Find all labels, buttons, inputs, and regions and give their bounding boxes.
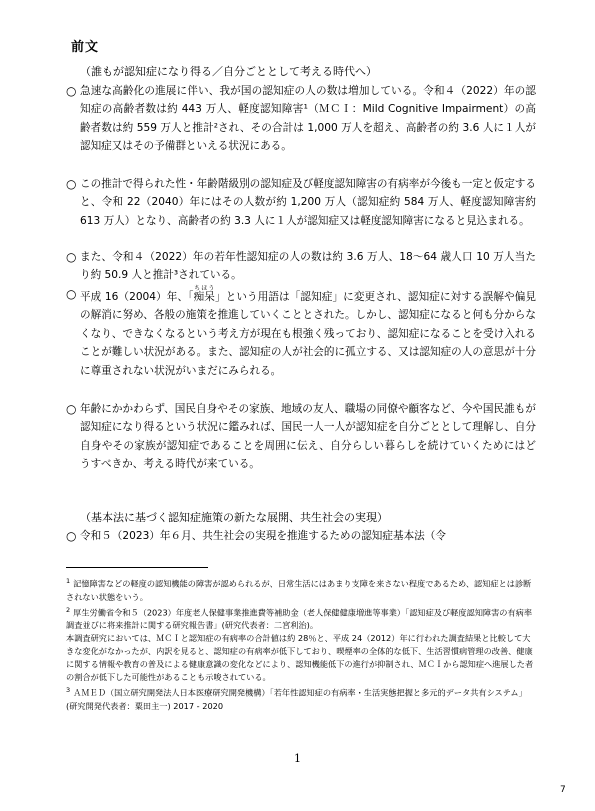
section-heading-1: （誰もが認知症になり得る／自分ごととして考える時代へ） bbox=[80, 65, 377, 78]
paragraph-1 bbox=[66, 82, 536, 156]
footnote-text: ＡＭＥＤ（国立研究開発法人日本医療研究開発機構）「若年性認知症の有病率・生活実態把握と多元的データ共有システム」(研究開発代表者：粟田主一) 2017 - 2020 bbox=[66, 688, 527, 712]
paragraph-text: 急速な高齢化の進展に伴い、我が国の認知症の人の数は増加している。令和４（2022）年の認知症の高齢者数は約 443 万人、軽度認知障害¹（ＭＣＩ：Mild Cognitive Impairment）の高齢者数は約 559 万人と推計²され、その合計は 1,000 万人を超え、高齢者の約 3.6 人に１人が認知症又はその予備群といえる状況にある。 bbox=[80, 85, 536, 153]
bullet-icon: ○ bbox=[66, 402, 77, 416]
paragraph-text: 年齢にかかわらず、国民自身やその家族、地域の友人、職場の同僚や顧客など、今や国民誰もが認知症になり得るという状況に鑑みれば、国民一人一人が認知症を自分ごととして理解し、自分自身やその家族が認知症であることを周囲に伝え、自分らしい暮らしを続けていくためにはどうすべきか、考える時代が来ている。 bbox=[80, 403, 536, 471]
paragraph-text: この推計で得られた性・年齢階級別の認知症及び軽度認知障害の有病率が今後も一定と仮定すると、令和 22（2040）年にはその人数が約 1,200 万人（認知症約 584 万人、軽度認知障害約 613 万人）となり、高齢者の約 3.3 人に１人が認知症又は軽度認知障害になると見込まれる。 bbox=[80, 178, 536, 227]
footnote-2 bbox=[66, 604, 536, 685]
footnote-text: 記憶障害などの軽度の認知機能の障害が認められるが、日常生活にはあまり支障を来さない程度であるため、認知症とは診断されない状態をいう。 bbox=[66, 578, 532, 602]
paragraph-3 bbox=[66, 248, 536, 285]
paragraph-4 bbox=[66, 285, 536, 380]
bullet-icon: ○ bbox=[66, 287, 77, 301]
ruby-reading: ちほう bbox=[193, 285, 215, 292]
bullet-icon: ○ bbox=[66, 250, 77, 264]
paragraph-6 bbox=[66, 527, 536, 545]
bullet-icon: ○ bbox=[66, 177, 77, 191]
footnote-1 bbox=[66, 575, 536, 604]
footnote-extra: 本調査研究においては、ＭＣＩと認知症の有病率の合計値は約 28％と、平成 24（2012）年に行われた調査結果と比較して大きな変化がなかったが、内訳を見ると、認知症の有病率が低下しており、喫煙率の全体的な低下、生活習慣病管理の改善、健康に関する情報や教育の普及による健康意識の変化などにより、認知機能低下の進行が抑制され、ＭＣＩから認知症へ進展した者の割合が低下した可能性があることも示唆されている。 bbox=[66, 633, 534, 683]
paragraph-text: 平成 16（2004）年、「痴呆ちほう」という用語は「認知症」に変更され、認知症に対する誤解や偏見の解消に努め、各般の施策を推進していくこととされた。しかし、認知症になると何も分からなくなり、できなくなるという考え方が現在も根強く残っており、認知症になることを受け入れることが難しい状況がある。また、認知症の人が社会的に孤立する、又は認知症の人の意思が十分に尊重されない状況がいまだにみられる。 bbox=[80, 285, 537, 377]
footnote-number: 2 bbox=[66, 605, 71, 614]
section-heading-2: （基本法に基づく認知症施策の新たな展開、共生社会の実現） bbox=[80, 511, 388, 524]
bullet-icon: ○ bbox=[66, 529, 77, 543]
page-number-corner: 7 bbox=[560, 785, 566, 795]
paragraph-2 bbox=[66, 175, 536, 230]
paragraph-5 bbox=[66, 400, 536, 474]
bullet-icon: ○ bbox=[66, 84, 77, 98]
footnote-divider bbox=[66, 567, 208, 568]
footnote-text: 厚生労働省令和５（2023）年度老人保健事業推進費等補助金（老人保健健康増進等事業）「認知症及び軽度認知障害の有病率調査並びに将来推計に関する研究報告書」(研究代表者：二宮利治)。 bbox=[66, 607, 533, 631]
footnotes bbox=[66, 575, 536, 713]
paragraph-text: 令和５（2023）年６月、共生社会の実現を推進するための認知症基本法（令 bbox=[80, 530, 446, 542]
footnote-3 bbox=[66, 684, 536, 713]
footnote-number: 3 bbox=[66, 686, 71, 695]
paragraph-text: また、令和４（2022）年の若年性認知症の人の数は約 3.6 万人、18～64 歳人口 10 万人当たり約 50.9 人と推計³されている。 bbox=[80, 251, 536, 282]
ruby-term: 痴呆ちほう bbox=[193, 285, 215, 303]
footnote-number: 1 bbox=[66, 577, 71, 585]
page-number: 1 bbox=[294, 752, 301, 765]
page-title: 前文 bbox=[71, 40, 100, 55]
